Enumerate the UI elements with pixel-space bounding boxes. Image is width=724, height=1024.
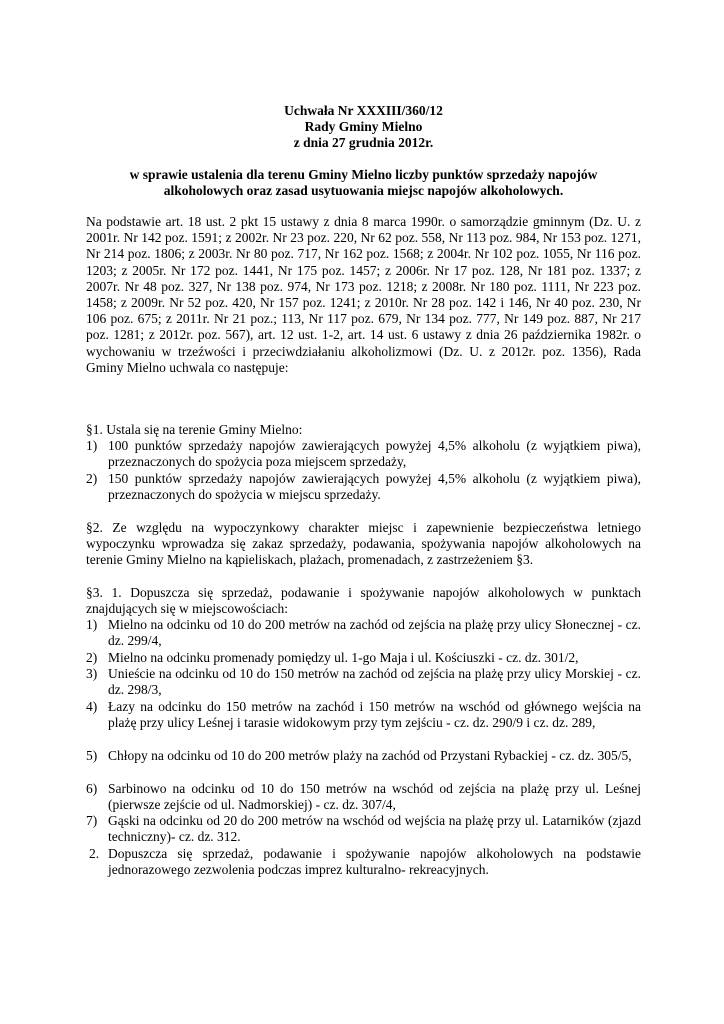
item-text: 150 punktów sprzedaży napojów zawierających powyżej 4,5% alkoholu (z wyjątkiem piwa), przeznaczonych do spożycia w miejscu sprzedaży. bbox=[108, 471, 641, 503]
council-name: Rady Gminy Mielno bbox=[304, 119, 423, 134]
item-number: 6) bbox=[86, 781, 98, 796]
item-number: 7) bbox=[86, 813, 98, 828]
item-text: Mielno na odcinku promenady pomiędzy ul. 1-go Maja i ul. Kościuszki - cz. dz. 301/2, bbox=[108, 650, 579, 665]
item-text: Mielno na odcinku od 10 do 200 metrów na zachód od zejścia na plażę przy ulicy Słonecznej - cz. dz. 299/4, bbox=[108, 617, 641, 649]
preamble: Na podstawie art. 18 ust. 2 pkt 15 ustawy z dnia 8 marca 1990r. o samorządzie gminnym (Dz. U. z 2001r. Nr 142 poz. 1591; z 2002r. Nr 23 poz. 220, Nr 62 poz. 558, Nr 113 poz. 984, Nr 153 poz. 1271, Nr 214 poz. 1806; z 2003r. Nr 80 poz. 717, Nr 162 poz. 1568; z 2004r. Nr 102 poz. 1055, Nr 116 poz. 1203; z 2005r. Nr 172 poz. 1441, Nr 175 poz. 1457; z 2006r. Nr 17 poz. 128, Nr 181 poz. 1337; z 2007r. Nr 48 poz. 327, Nr 138 poz. 974, Nr 173 poz. 1218; z 2008r. Nr 180 poz. 1111, Nr 223 poz. 1458; z 2009r. Nr 52 poz. 420, Nr 157 poz. 1241; z 2010r. Nr 28 poz. 142 i 146, Nr 40 poz. 230, Nr 106 poz. 675; z 2011r. Nr 21 poz.; 113, Nr 117 poz. 679, Nr 134 poz. 777, Nr 149 poz. 887, Nr 217 poz. 1281; z 2012r. poz. 567), art. 12 ust. 1-2, art. 14 ust. 6 ustawy z dnia 26 października 1982r. o wychowaniu w trzeźwości i przeciwdziałaniu alkoholizmowi (Dz. U. z 2012r. poz. 1356), Rada Gminy Mielno uchwala co następuje: bbox=[86, 214, 641, 375]
section-3-item bbox=[86, 748, 641, 764]
item-text: Gąski na odcinku od 20 do 200 metrów na wschód od wejścia na plażę przy ul. Latarników (zjazd techniczny)- cz. dz. 312. bbox=[108, 813, 641, 845]
section-2: §2. Ze względu na wypoczynkowy charakter miejsc i zapewnienie bezpieczeństwa letniego wypoczynku wprowadza się zakaz sprzedaży, podawania, spożywania napojów alkoholowych na terenie Gminy Mielno na kąpieliskach, plażach, promenadach, z zastrzeżeniem §3. bbox=[86, 520, 641, 568]
item-number: 3) bbox=[86, 666, 98, 681]
item-text: Łazy na odcinku do 150 metrów na zachód i 150 metrów na wschód od głównego wejścia na plażę przy ulicy Leśnej i tarasie widokowym przy tym zejściu - cz. dz. 290/9 i cz. dz. 289, bbox=[108, 699, 641, 731]
point-text: Dopuszcza się sprzedaż, podawanie i spożywanie napojów alkoholowych na podstawie jednorazowego zezwolenia podczas imprez kulturalno- rekreacyjnych. bbox=[108, 846, 641, 878]
point-number: 2. bbox=[89, 846, 100, 861]
section-3-item bbox=[86, 813, 641, 845]
item-number: 2) bbox=[86, 650, 98, 665]
section-3-item bbox=[86, 617, 641, 649]
item-text: Sarbinowo na odcinku od 10 do 150 metrów na wschód od zejścia na plażę przy ul. Leśnej (pierwsze zejście od ul. Nadmorskiej) - cz. dz. 307/4, bbox=[108, 781, 641, 813]
item-text: Unieście na odcinku od 10 do 150 metrów na zachód od zejścia na plażę przy ulicy Morskiej - cz. dz. 298/3, bbox=[108, 666, 641, 698]
item-number: 4) bbox=[86, 699, 98, 714]
section-1-intro: §1. Ustala się na terenie Gminy Mielno: bbox=[86, 422, 303, 437]
resolution-number: Uchwała Nr XXXIII/360/12 bbox=[284, 103, 443, 118]
resolution-date: z dnia 27 grudnia 2012r. bbox=[293, 135, 434, 150]
section-1-item bbox=[86, 471, 641, 503]
section-1-item bbox=[86, 438, 641, 470]
item-number: 2) bbox=[86, 471, 98, 486]
section-3-intro: §3. 1. Dopuszcza się sprzedaż, podawanie i spożywanie napojów alkoholowych w punktach znajdujących się w miejscowościach: bbox=[86, 585, 641, 617]
item-number: 5) bbox=[86, 748, 98, 763]
section-3-item bbox=[86, 781, 641, 813]
item-text: Chłopy na odcinku od 10 do 200 metrów plaży na zachód od Przystani Rybackiej - cz. dz. 305/5, bbox=[108, 748, 632, 763]
item-number: 1) bbox=[86, 617, 98, 632]
section-3-item bbox=[86, 650, 641, 666]
item-number: 1) bbox=[86, 438, 98, 453]
section-3-item bbox=[86, 666, 641, 698]
section-3-point-2 bbox=[86, 846, 641, 878]
subject-line-2: alkoholowych oraz zasad usytuowania miejsc napojów alkoholowych. bbox=[163, 183, 564, 198]
subject-line-1: w sprawie ustalenia dla terenu Gminy Mielno liczby punktów sprzedaży napojów bbox=[129, 167, 598, 182]
section-3-item bbox=[86, 699, 641, 731]
item-text: 100 punktów sprzedaży napojów zawierających powyżej 4,5% alkoholu (z wyjątkiem piwa), przeznaczonych do spożycia poza miejscem sprzedaży, bbox=[108, 438, 641, 470]
